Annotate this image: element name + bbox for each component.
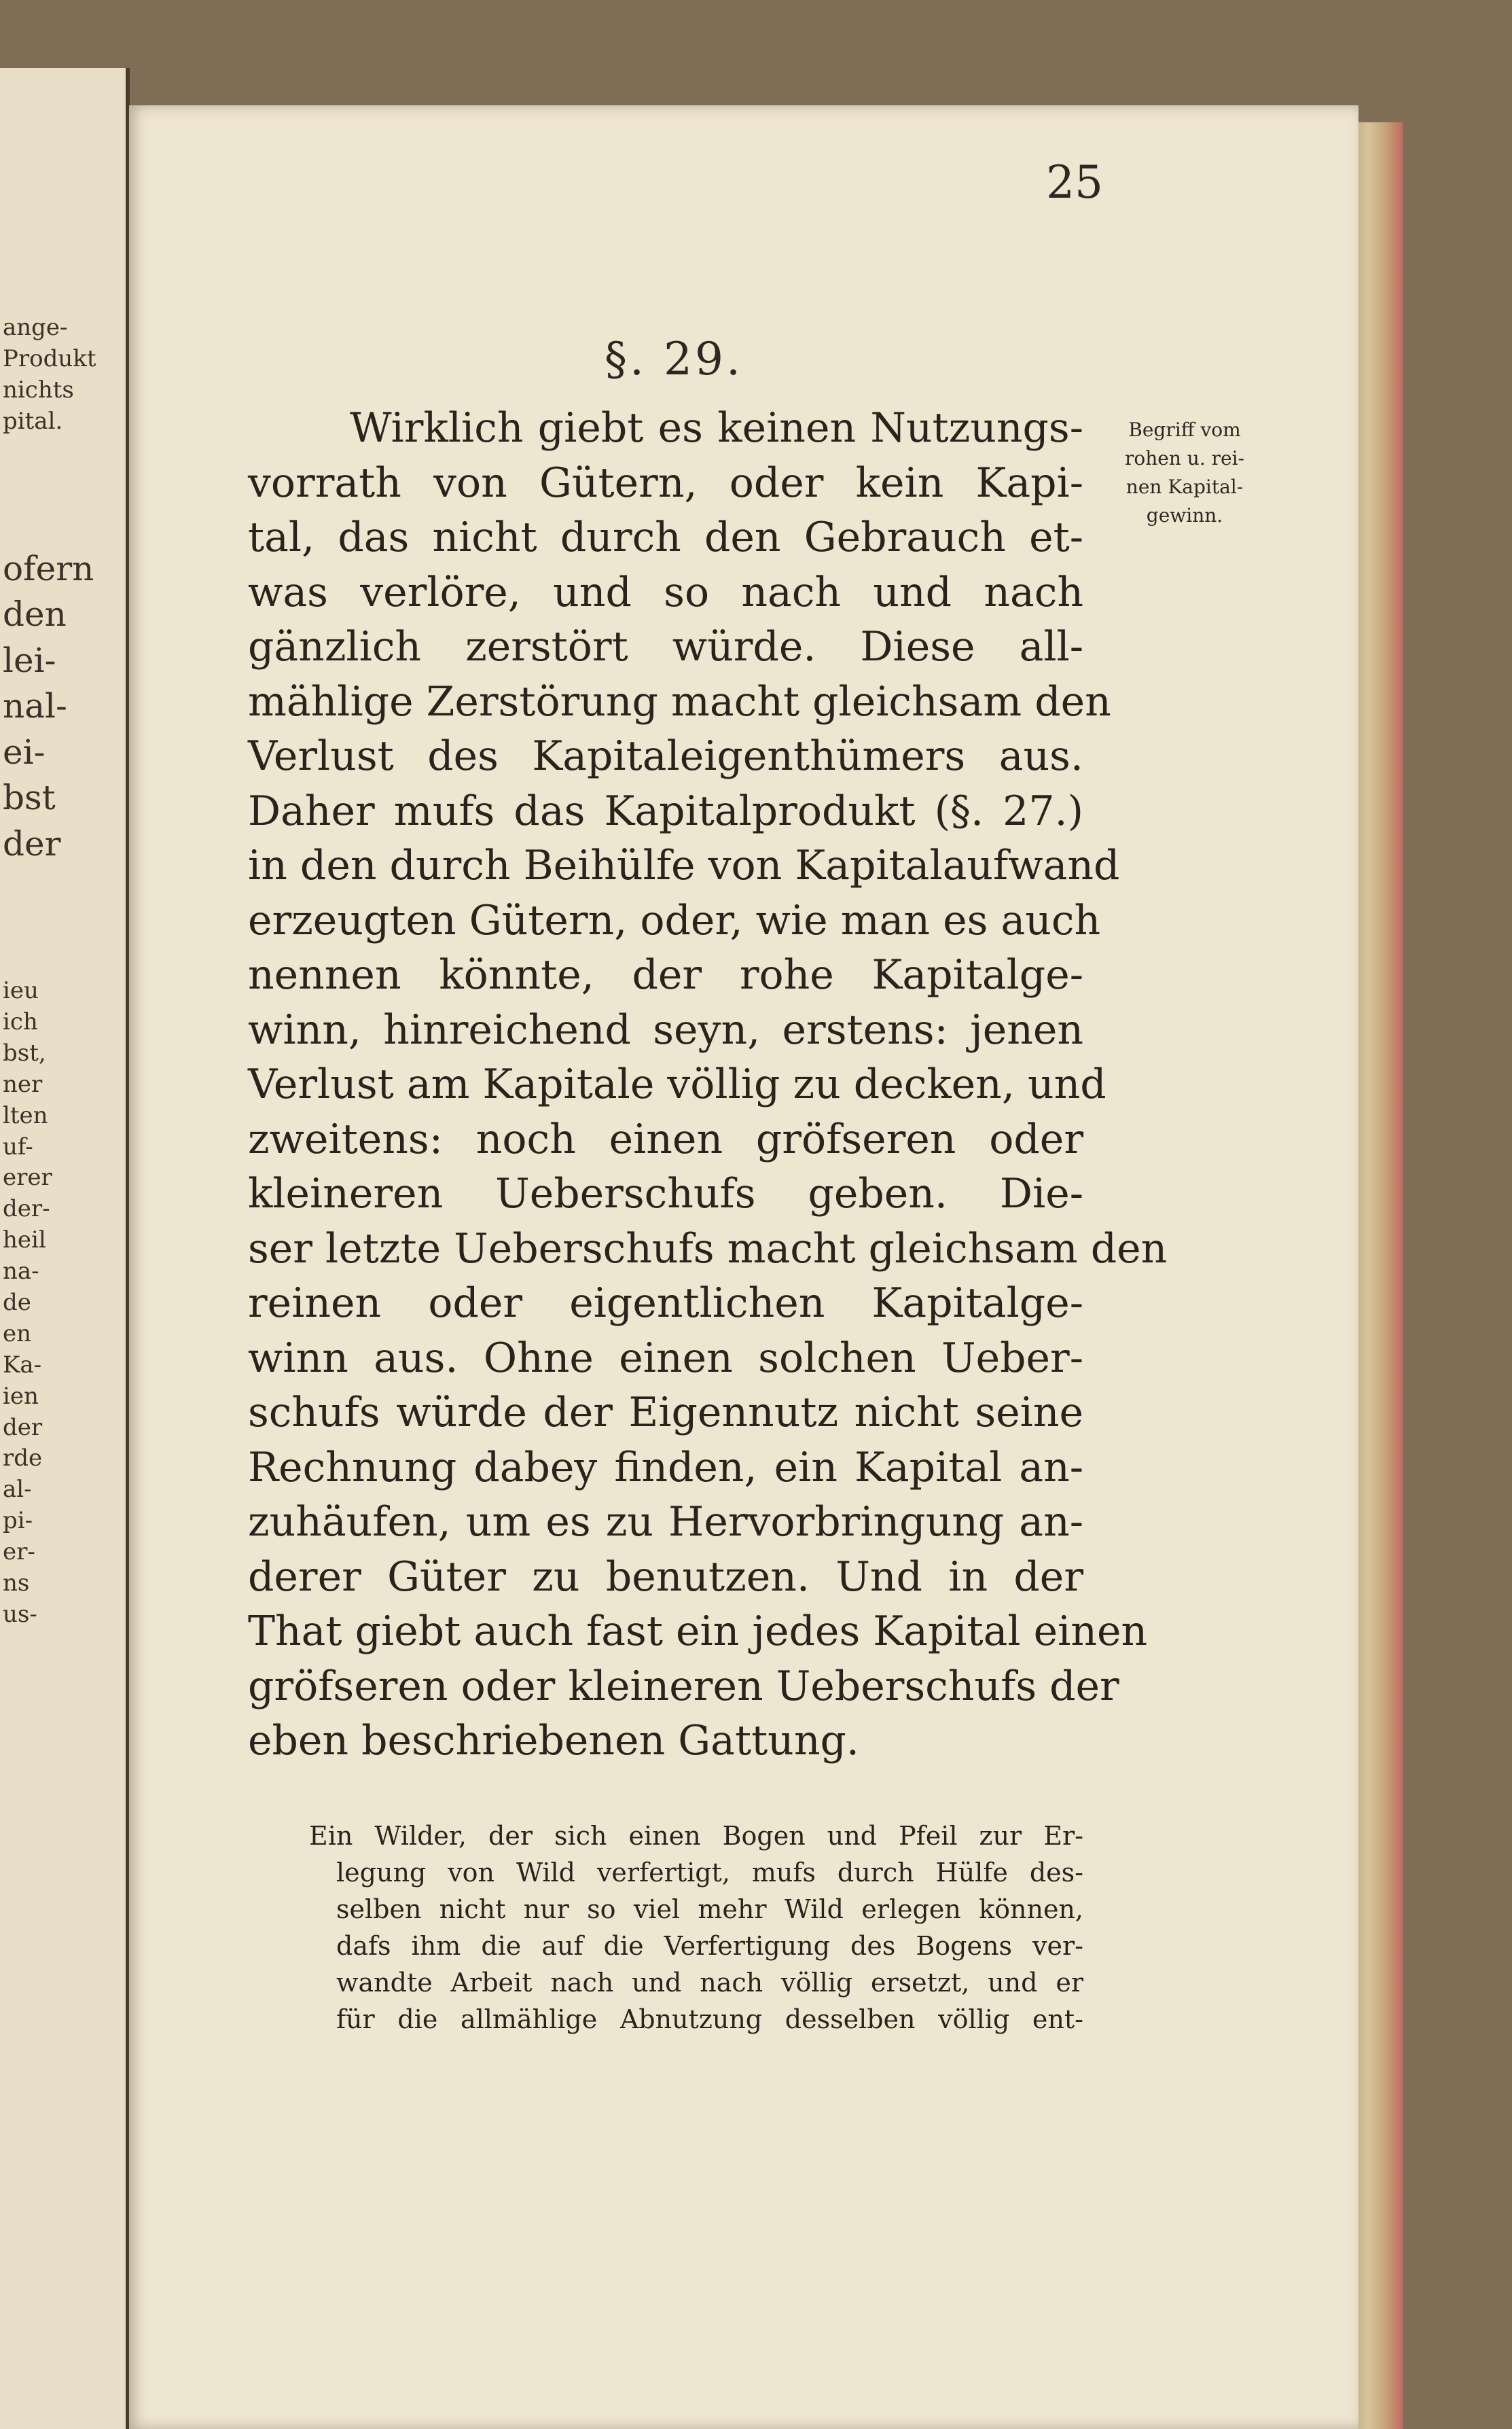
left-fragment: Ka- [3, 1351, 42, 1379]
left-fragment: er- [3, 1538, 35, 1566]
left-fragment: us- [3, 1600, 37, 1628]
page-number: 25 [1046, 156, 1103, 209]
text-line: gänzlich zerstört würde. Diese all- [248, 623, 1083, 671]
text-line: was verlöre, und so nach und nach [248, 568, 1083, 616]
section-heading: §. 29. [605, 333, 743, 385]
text-line: eben beschriebenen Gattung. [248, 1717, 859, 1765]
left-fragment: nal- [3, 686, 67, 726]
left-fragment: ns [3, 1569, 30, 1597]
left-fragment: al- [3, 1476, 32, 1504]
left-fragment: erer [3, 1164, 52, 1192]
text-line: Wirklich giebt es keinen Nutzungs- [350, 404, 1083, 452]
text-line: kleineren Ueberschufs geben. Die- [248, 1170, 1083, 1218]
left-fragment: en [3, 1319, 32, 1347]
left-fragment: Produkt [3, 344, 96, 372]
text-line: ser letzte Ueberschufs macht gleichsam den [248, 1224, 1168, 1273]
footnote [309, 1818, 1083, 2038]
text-line: Daher mufs das Kapitalprodukt (§. 27.) [248, 787, 1083, 835]
footnote-line: legung von Wild verfertigt, mufs durch Hülfe des- [336, 1858, 1083, 1887]
left-fragment: bst, [3, 1039, 46, 1067]
left-fragment: lei- [3, 640, 56, 680]
left-fragment: de [3, 1288, 31, 1316]
text-line: reinen oder eigentlichen Kapitalge- [248, 1279, 1083, 1327]
text-line: That giebt auch fast ein jedes Kapital einen [248, 1608, 1148, 1655]
text-line: vorrath von Gütern, oder kein Kapi- [248, 459, 1083, 507]
left-fragment: uf- [3, 1133, 33, 1160]
left-page [0, 68, 130, 2429]
text-line: nennen könnte, der rohe Kapitalge- [248, 951, 1083, 999]
text-line: Verlust des Kapitaleigenthümers aus. [248, 732, 1083, 780]
main-paragraph [248, 401, 1168, 1769]
margin-note-line: rohen u. rei- [1125, 447, 1244, 469]
left-fragment: lten [3, 1101, 48, 1129]
text-line: zweitens: noch einen gröfseren oder [248, 1115, 1083, 1163]
left-fragment: ien [3, 1382, 39, 1410]
text-line: Rechnung dabey finden, ein Kapital an- [248, 1443, 1083, 1491]
footnote-line: wandte Arbeit nach und nach völlig ersetzt, und er [336, 1968, 1083, 1998]
left-fragment: ner [3, 1070, 43, 1098]
left-fragment: der [3, 1413, 43, 1441]
margin-note-line: gewinn. [1146, 504, 1223, 527]
text-line: zuhäufen, um es zu Hervorbringung an- [248, 1498, 1083, 1546]
text-line: winn aus. Ohne einen solchen Ueber- [248, 1334, 1083, 1382]
text-line: in den durch Beihülfe von Kapitalaufwand [248, 842, 1120, 889]
footnote-line: Ein Wilder, der sich einen Bogen und Pfeil zur Er- [309, 1821, 1083, 1851]
left-fragment: na- [3, 1258, 39, 1286]
left-fragment: der [3, 823, 61, 864]
left-fragment: nichts [3, 376, 74, 404]
text-line: gröfseren oder kleineren Ueberschufs der [248, 1662, 1119, 1710]
left-fragment: rde [3, 1444, 43, 1472]
margin-note-line: Begriff vom [1128, 419, 1241, 441]
text-line: schufs würde der Eigennutz nicht seine [248, 1389, 1083, 1436]
left-fragment: pi- [3, 1507, 33, 1535]
left-fragment-gap [3, 438, 118, 546]
margin-note-line: nen Kapital- [1126, 476, 1244, 498]
footnote-line: dafs ihm die auf die Verfertigung des Bogens ver- [336, 1931, 1083, 1961]
left-fragment: der- [3, 1195, 50, 1223]
footnote-line: selben nicht nur so viel mehr Wild erlegen können, [336, 1894, 1083, 1924]
left-fragment: ei- [3, 732, 46, 772]
left-fragment: ieu [3, 977, 39, 1005]
footnote-line: für die allmählige Abnutzung desselben völlig ent- [336, 2004, 1083, 2034]
left-fragment: bst [3, 778, 56, 818]
left-fragment: ich [3, 1008, 38, 1035]
margin-note [1092, 416, 1277, 530]
text-line: mählige Zerstörung macht gleichsam den [248, 677, 1111, 726]
left-fragment: heil [3, 1226, 46, 1254]
left-fragment-gap [3, 867, 118, 976]
text-line: derer Güter zu benutzen. Und in der [248, 1553, 1083, 1601]
left-page-fragments [3, 313, 118, 1631]
text-line: tal, das nicht durch den Gebrauch et- [248, 514, 1083, 561]
text-line: Verlust am Kapitale völlig zu decken, und [248, 1061, 1106, 1108]
left-fragment: ofern [3, 548, 94, 588]
left-fragment: ange- [3, 314, 68, 341]
left-fragment: den [3, 595, 67, 635]
text-line: erzeugten Gütern, oder, wie man es auch [248, 896, 1101, 944]
left-fragment: pital. [3, 407, 63, 435]
text-line: winn, hinreichend seyn, erstens: jenen [248, 1006, 1083, 1054]
